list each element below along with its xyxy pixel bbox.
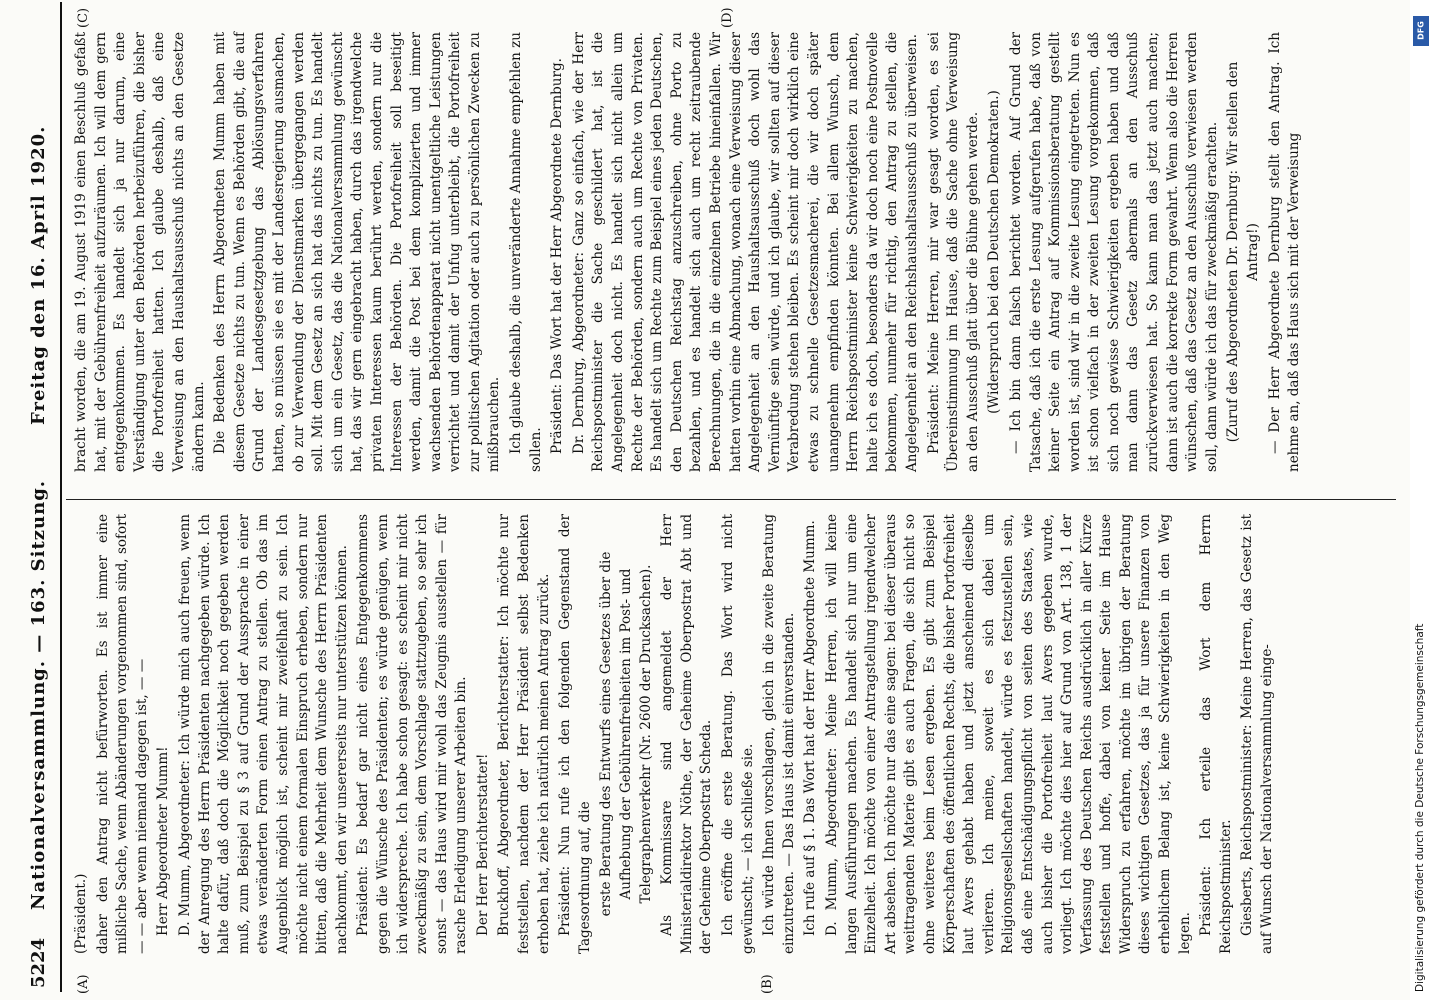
paragraph: Ich glaube deshalb, die unveränderte Annahme empfehlen zu sollen. (508, 32, 544, 472)
paragraph: D. Mumm, Abgeordneter: Ich würde mich auch freuen, wenn der Anregung des Herrn Präsidenten nachgegeben würde. Ich halte dafür, daß doch die Möglichkeit noch gegeben werden muß, zum Beispiel zu § 3 auf Grund der Aussprache in einer etwas veränderten Form einen Antrag zu stellen. Ob das im Augenblick möglich ist, scheint mir zweifelhaft zu sein. Ich möchte nicht einem formalen Einspruch erheben, sondern nur bitten, daß die Mehrheit dem Wunsche des Herrn Präsidenten nachkommt, den wir unsererseits nur unterstützen können. (176, 514, 350, 954)
paragraph: Präsident: Das Wort hat der Herr Abgeordnete Dernburg. (549, 58, 566, 454)
page-header (0, 0, 56, 1000)
paragraph: Als Kommissare sind angemeldet der Herr Ministerialdirektor Nöthe, der Geheime Oberpostrat Abt und der Geheime Oberpostrat Scheda. (659, 514, 715, 954)
margin-mark-a: (A) (76, 974, 91, 994)
paragraph: Präsident: Ich erteile das Wort dem Herrn Reichspostminister. (1198, 514, 1234, 954)
paragraph: Präsident: Nun rufe ich den folgenden Gegenstand der Tagesordnung auf, die (557, 514, 593, 954)
paragraph: Giesberts, Reichspostminister: Meine Herren, das Gesetz ist auf Wunsch der Nationalversammlung einge- (1239, 514, 1276, 954)
paragraph: Bruckhoff, Abgeordneter, Berichterstatter: Ich möchte nur feststellen, nachdem der Herr Präsident selbst Bedenken erhoben hat, ziehe ich natürlich meinen Antrag zurück. (496, 514, 552, 954)
column-right (72, 32, 1307, 472)
dfg-logo: DFG (1413, 16, 1429, 46)
paragraph: Herr Abgeordneter Mumm! (155, 746, 172, 936)
paragraph: Ich würde Ihnen vorschlagen, gleich in die zweite Beratung einzutreten. — Das Haus ist damit einverstanden. (761, 514, 797, 954)
paragraph: daher den Antrag nicht befürworten. Es ist immer eine mißliche Sache, wenn Abänderungen vorgenommen sind, sofort — — aber wenn niemand dagegen ist, — — (94, 514, 150, 954)
margin-mark-b: (B) (760, 974, 775, 994)
paragraph: erste Beratung des Entwurfs eines Gesetzes über die Aufhebung der Gebührenfreiheiten im Post- und Telegraphenverkehr (Nr. 2600 der Drucksachen). (598, 551, 654, 917)
margin-mark-d: (D) (720, 7, 735, 28)
paragraph: Der Herr Berichterstatter! (474, 753, 491, 936)
column-left (72, 514, 1280, 954)
header-rule (60, 2, 62, 992)
header-left-title: Nationalversammlung. — 163. Sitzung. (28, 479, 49, 910)
paragraph: bracht worden, die am 19. August 1919 einen Beschluß gefaßt hat, mit der Gebührenfreiheit aufzuräumen. Ich will dem gern entgegenkommen. Es handelt sich ja nur darum, eine Verständigung unter den Behörden herbeizuführen, die bisher die Portofreiheit hatten. Ich glaube deshalb, daß eine Verweisung an den Haushaltsausschuß nichts an den Gesetze ändern kann. (73, 32, 207, 472)
page-number: 5224 (28, 937, 49, 988)
paragraph: — Ich bin dann falsch berichtet worden. Auf Grund der Tatsache, daß ich die erste Lesung aufgerufen habe, daß von keiner Seite ein Antrag auf Kommissionsberatung gestellt worden ist, sind wir in die zweite Lesung eingetreten. Nun es ist schon vielfach in der zweiten Lesung vorgekommen, daß sich noch gewisse Schwierigkeiten ergeben haben und daß man dann das Gesetz abermals an den Ausschuß zurückverwiesen hat. So kann man das jetzt auch machen; dann ist auch die korrekte Form gewahrt. Wenn also die Herren wünschen, daß das Gesetz an den Ausschuß verwiesen werden soll, dann würde ich das für zweckmäßig erachten. (1007, 32, 1220, 472)
paragraph: Dr. Dernburg, Abgeordneter: Ganz so einfach, wie der Herr Reichspostminister die Sache geschildert hat, ist die Angelegenheit doch nicht. Es handelt sich nicht allein um Rechte der Behörden, sondern auch um Rechte von Privaten. Es handelt sich um Rechte zum Beispiel eines jeden Deutschen, den Deutschen Reichstag anzuschreiben, ohne Porto zu bezahlen, und es handelt sich auch um recht zeitraubende Berechnungen, die in die einzelnen Betriebe hineinfallen. Wir hatten vorhin eine Abmachung, wonach eine Verweisung dieser Angelegenheit an den Haushaltsausschuß doch wohl das Vernünftige sein würde, und ich glaube, wir sollten auf dieser Verabredung stehen bleiben. Es scheint mir doch wirklich eine etwas zu schnelle Gesetzesmacherei, die wir doch später unangenehm empfinden könnten. Bei allem Wunsch, dem Herrn Reichspostminister keine Schwierigkeiten zu machen, halte ich es doch, besonders da wir doch noch eine Postnovelle bekommen, nunmehr für richtig, den Antrag zu stellen, die Angelegenheit an den Reichshaushaltsausschuß zu überweisen. (570, 32, 920, 472)
side-credit (1412, 8, 1430, 992)
paragraph: (Präsident.) (73, 873, 89, 954)
paragraph: Ich rufe auf § 1. Das Wort hat der Herr Abgeordnete Mumm. (802, 520, 819, 936)
paragraph: — Der Herr Abgeordnete Dernburg stellt den Antrag. Ich nehme an, daß das Haus sich mit der Verweisung (1266, 32, 1303, 472)
margin-mark-c: (C) (76, 7, 91, 28)
paragraph: D. Mumm, Abgeordneter: Meine Herren, ich will keine langen Ausführungen machen. Es handelt sich nur um eine Einzelheit. Ich möchte von einer Antragstellung irgendwelcher Art absehen. Ich möchte nur das eine sagen: bei dieser überaus weittragenden Materie gibt es auch Fragen, die sich nicht so ohne weiteres beim Lesen ergeben. Es gibt zum Beispiel Körperschaften des öffentlichen Rechts, die bisher Portofreiheit laut Avers gehabt haben und jetzt anscheinend dieselbe verlieren. Ich meine, soweit es sich dabei um Religionsgesellschaften handelt, würde es festzustellen sein, daß eine Entschädigungspflicht von seiten des Staates, wie auch bisher die Portofreiheit laut Avers gegeben wurde, vorliegt. Ich möchte dies hier auf Grund von Art. 138, 1 der Verfassung des Deutschen Reichs ausdrücklich in aller Kürze feststellen und hoffe, dabei von keiner Seite im Hause Widerspruch zu erfahren, möchte im übrigen der Beratung dieses wichtigen Gesetzes, das ja für unsere Finanzen von erheblichem Belang ist, keine Schwierigkeiten in den Weg legen. (823, 514, 1193, 954)
column-divider (66, 499, 1396, 500)
header-right-title: Freitag den 16. April 1920. (28, 125, 49, 425)
paragraph: (Zuruf des Abgeordneten Dr. Dernburg: Wir stellen den Antrag!) (1225, 61, 1262, 443)
paragraph: Ich eröffne die erste Beratung. Das Wort wird nicht gewünscht; — ich schließe sie. (720, 514, 756, 954)
side-credit-text: Digitalisierung gefördert durch die Deutsche Forschungsgemeinschaft (1414, 623, 1426, 992)
paragraph: Präsident: Meine Herren, mir war gesagt worden, es sei Übereinstimmung im Hause, daß die Sache ohne Verweisung an den Ausschuß glatt über die Bühne gehen werde. (925, 32, 981, 472)
paragraph: Die Bedenken des Herrn Abgeordneten Mumm haben mit diesem Gesetze nichts zu tun. Wenn es Behörden gibt, die auf Grund der Landesgesetzgebung das Ablösungsverfahren hatten, so müssen sie es mit der Landesregierung ausmachen, ob zur Verwendung der Dienstmarken übergegangen werden soll. Mit dem Gesetz an sich hat das nichts zu tun. Es handelt sich um ein Gesetz, das die Nationalversammlung gewünscht hat, das wir gern eingebracht haben, durch das irgendwelche privaten Interessen kaum berührt werden, sondern nur die Interessen der Behörden. Die Portofreiheit soll beseitigt werden, damit die Post bei dem komplizierten und immer wachsenden Behördenapparat nicht unentgeltliche Leistungen verrichtet und damit der Unfug unterbleibt, die Portofreiheit zur politischen Agitation oder auch zu persönlichen Zwecken zu mißbrauchen. (212, 32, 503, 472)
paragraph: Präsident: Es bedarf gar nicht eines Entgegenkommens gegen die Wünsche des Präsidenten; es würde genügen, wenn ich widerspreche. Ich habe schon gesagt: es scheint mir nicht zweckmäßig zu sein, dem Vorschlage stattzugeben, so sehr ich sonst — das Haus wird mir wohl das Zeugnis ausstellen — für rasche Erledigung unserer Arbeiten bin. (355, 514, 470, 954)
paragraph: (Widerspruch bei den Deutschen Demokraten.) (986, 90, 1003, 414)
